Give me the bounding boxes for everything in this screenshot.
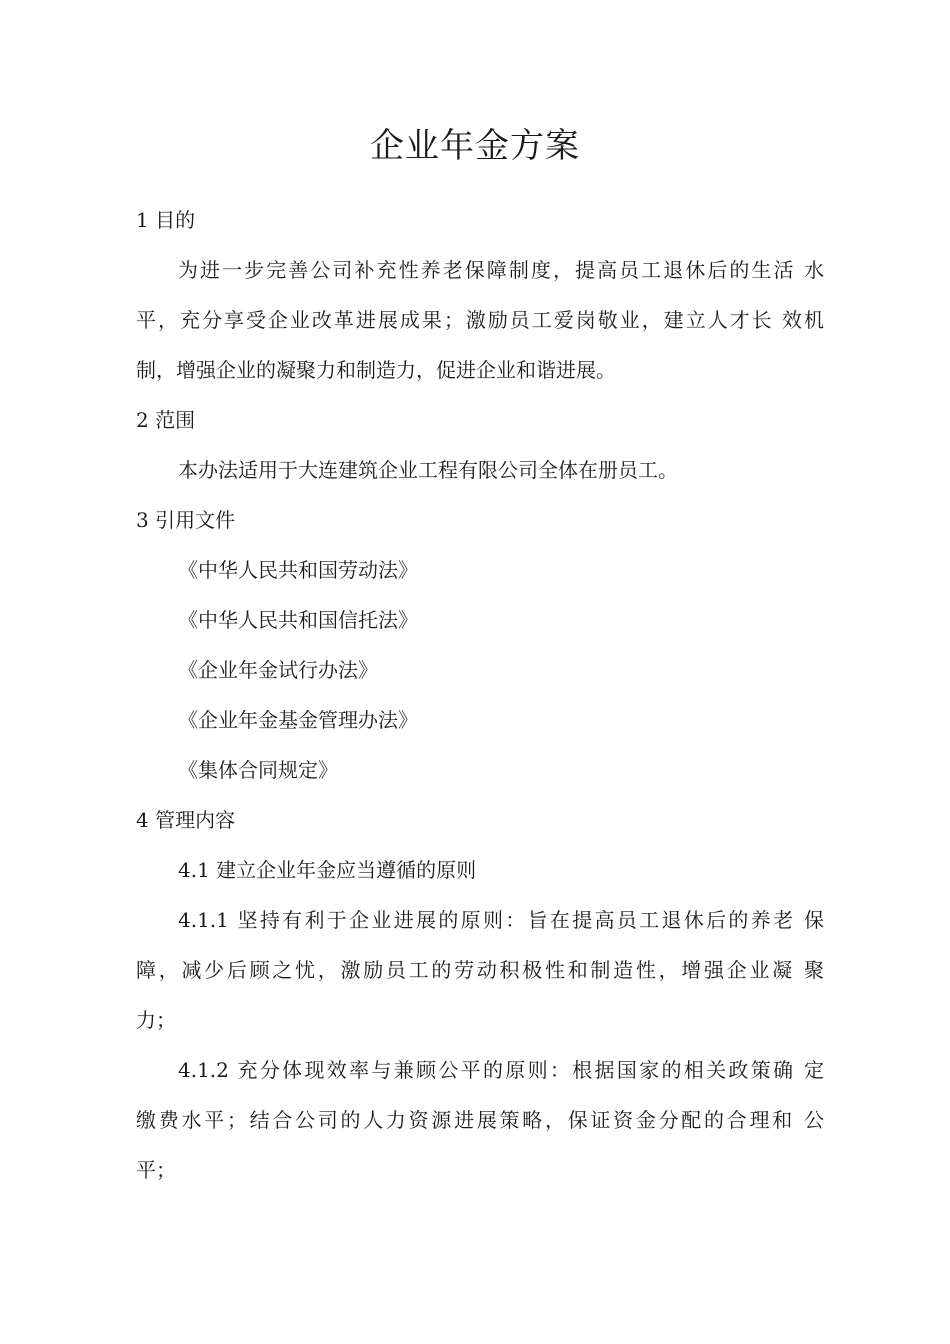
reference-item: 《中华人民共和国劳动法》 bbox=[178, 558, 418, 582]
reference-item: 《企业年金试行办法》 bbox=[178, 658, 378, 682]
paragraph-line: 本办法适用于大连建筑企业工程有限公司全体在册员工。 bbox=[178, 458, 678, 482]
paragraph-line: 平； bbox=[136, 1158, 176, 1182]
paragraph-line: 力； bbox=[136, 1008, 176, 1032]
paragraph-line: 制，增强企业的凝聚力和制造力，促进企业和谐进展。 bbox=[136, 358, 616, 382]
paragraph-line: 4.1.2 充分体现效率与兼顾公平的原则：根据国家的相关政策确 定 bbox=[178, 1058, 824, 1082]
document-title: 企业年金方案 bbox=[370, 126, 580, 166]
paragraph-line: 平，充分享受企业改革进展成果；激励员工爱岗敬业，建立人才长 效机 bbox=[136, 308, 824, 332]
paragraph-line: 缴费水平；结合公司的人力资源进展策略，保证资金分配的合理和 公 bbox=[136, 1108, 824, 1132]
section-heading-purpose: 1 目的 bbox=[136, 208, 196, 232]
section-heading-scope: 2 范围 bbox=[136, 408, 196, 432]
section-heading-management: 4 管理内容 bbox=[136, 808, 236, 832]
reference-item: 《中华人民共和国信托法》 bbox=[178, 608, 418, 632]
subsection-heading: 4.1 建立企业年金应当遵循的原则 bbox=[178, 858, 477, 882]
paragraph-line: 障，减少后顾之忧，激励员工的劳动积极性和制造性，增强企业凝 聚 bbox=[136, 958, 824, 982]
paragraph-line: 为进一步完善公司补充性养老保障制度，提高员工退休后的生活 水 bbox=[178, 258, 824, 282]
reference-item: 《集体合同规定》 bbox=[178, 758, 338, 782]
section-heading-references: 3 引用文件 bbox=[136, 508, 236, 532]
reference-item: 《企业年金基金管理办法》 bbox=[178, 708, 418, 732]
paragraph-line: 4.1.1 坚持有利于企业进展的原则：旨在提高员工退休后的养老 保 bbox=[178, 908, 824, 932]
